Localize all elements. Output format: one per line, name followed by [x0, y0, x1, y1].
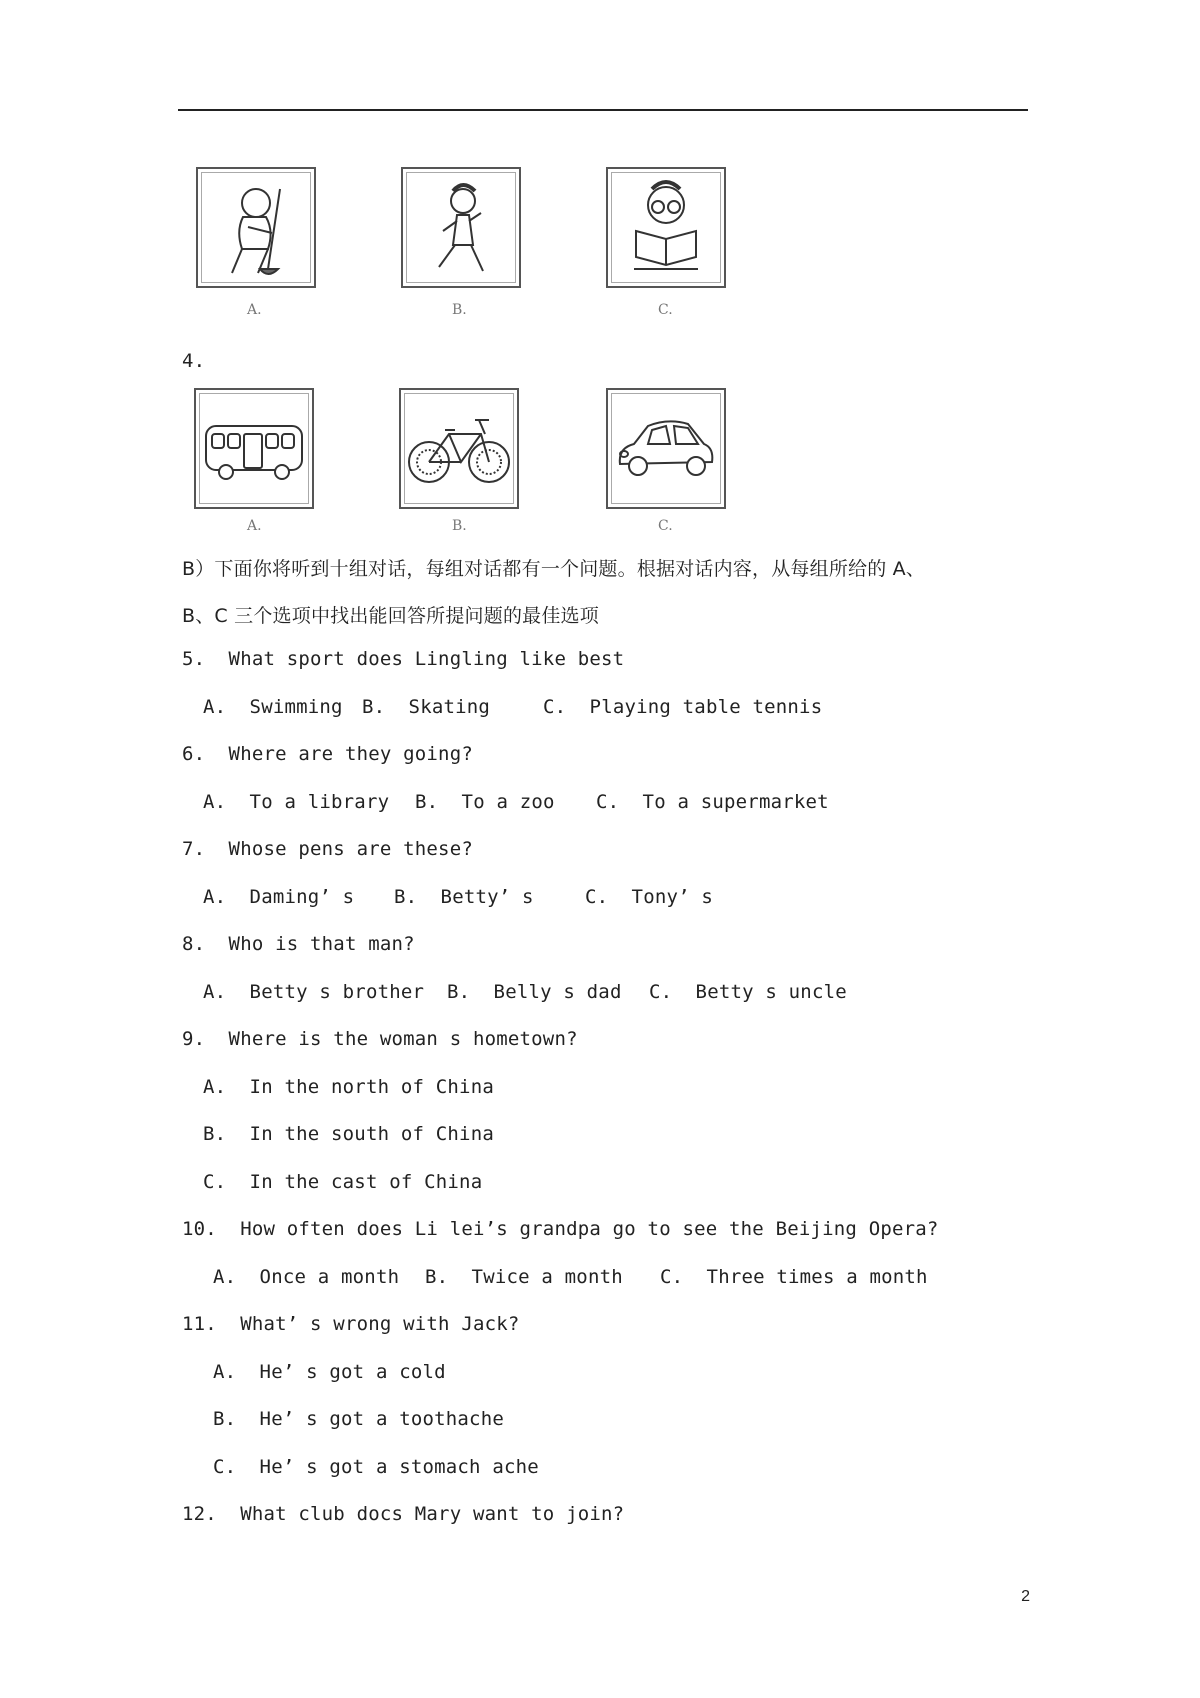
- q3-option-b-label: B.: [452, 302, 467, 318]
- q8-option-c: C. Betty s uncle: [649, 981, 847, 1003]
- q8-option-a: A. Betty s brother: [203, 981, 425, 1003]
- q11-option-a: A. He’ s got a cold: [213, 1361, 446, 1383]
- q4-option-c-label: C.: [658, 518, 673, 534]
- question-10: 10. How often does Li lei’s grandpa go to see the Beijing Opera?: [182, 1218, 939, 1240]
- q7-option-a: A. Daming’ s: [203, 886, 355, 908]
- q7-option-c: C. Tony’ s: [585, 886, 714, 908]
- q3-option-c-label: C.: [658, 302, 673, 318]
- sweeping-person-picture: [196, 167, 316, 288]
- q7-option-b: B. Betty’ s: [394, 886, 534, 908]
- question-11: 11. What’ s wrong with Jack?: [182, 1313, 520, 1335]
- q6-option-a: A. To a library: [203, 791, 390, 813]
- q3-option-a-label: A.: [247, 302, 262, 318]
- q4-option-a-label: A.: [247, 518, 262, 534]
- bicycle-picture: [399, 388, 519, 509]
- q10-option-c: C. Three times a month: [660, 1266, 928, 1288]
- q11-option-b: B. He’ s got a toothache: [213, 1408, 504, 1430]
- q5-option-a: A. Swimming: [203, 696, 343, 718]
- q9-option-c: C. In the cast of China: [203, 1171, 483, 1193]
- q6-option-c: C. To a supermarket: [596, 791, 829, 813]
- page-number: 2: [1021, 1588, 1030, 1605]
- q9-option-b: B. In the south of China: [203, 1123, 494, 1145]
- q11-option-c: C. He’ s got a stomach ache: [213, 1456, 539, 1478]
- header-rule: [178, 109, 1028, 111]
- question-6: 6. Where are they going?: [182, 743, 473, 765]
- q4-number: 4.: [182, 350, 206, 372]
- q10-option-a: A. Once a month: [213, 1266, 400, 1288]
- question-7: 7. Whose pens are these?: [182, 838, 473, 860]
- q5-option-b: B. Skating: [362, 696, 491, 718]
- question-5: 5. What sport does Lingling like best: [182, 648, 625, 670]
- q10-option-b: B. Twice a month: [425, 1266, 623, 1288]
- q4-option-b-label: B.: [452, 518, 467, 534]
- section-b-instructions-line2: B、C 三个选项中找出能回答所提问题的最佳选项: [182, 605, 599, 627]
- reading-boy-picture: [606, 167, 726, 288]
- bus-picture: [194, 388, 314, 509]
- running-boy-picture: [401, 167, 521, 288]
- q6-option-b: B. To a zoo: [415, 791, 555, 813]
- car-picture: [606, 388, 726, 509]
- q9-option-a: A. In the north of China: [203, 1076, 494, 1098]
- q8-option-b: B. Belly s dad: [447, 981, 622, 1003]
- q5-option-c: C. Playing table tennis: [543, 696, 823, 718]
- question-8: 8. Who is that man?: [182, 933, 415, 955]
- section-b-instructions-line1: B）下面你将听到十组对话，每组对话都有一个问题。根据对话内容，从每组所给的 A、: [182, 558, 926, 580]
- question-12: 12. What club docs Mary want to join?: [182, 1503, 625, 1525]
- question-9: 9. Where is the woman s hometown?: [182, 1028, 578, 1050]
